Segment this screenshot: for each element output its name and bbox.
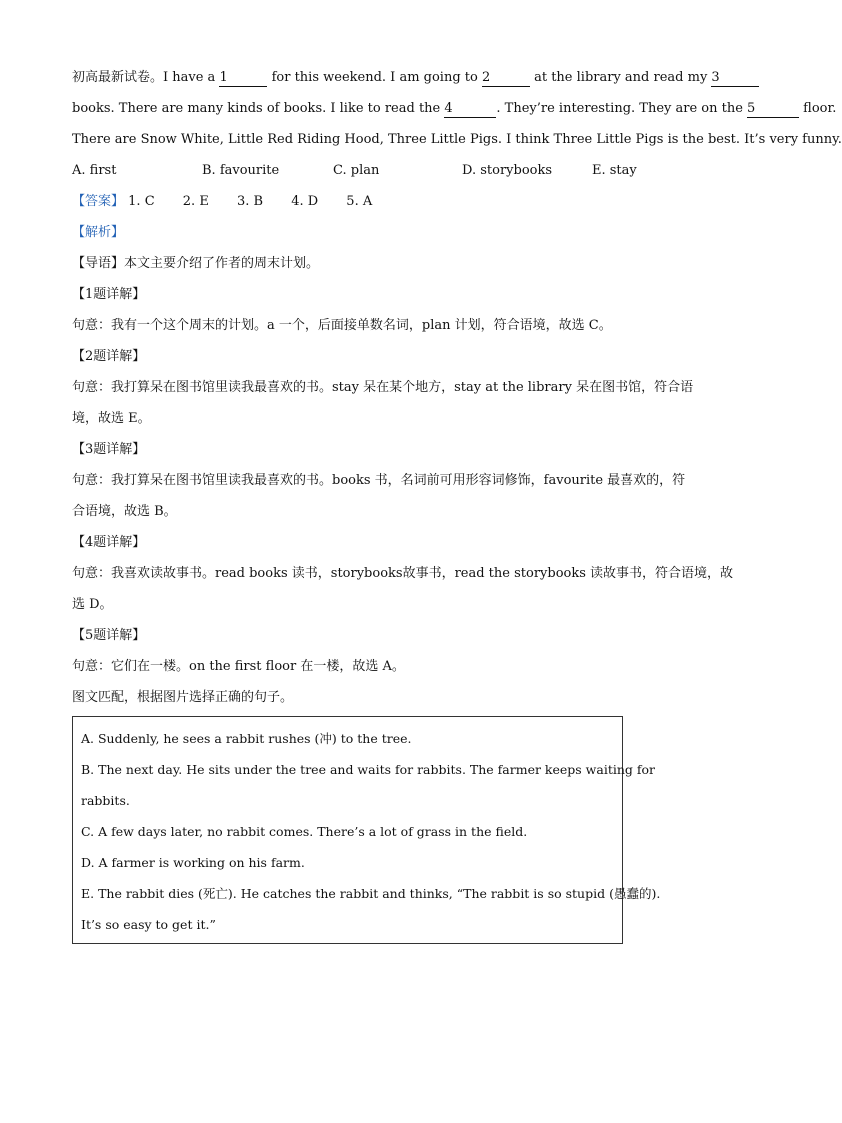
- detail-title: 【4题详解】: [72, 535, 146, 550]
- passage-line: books. There are many kinds of books. I like to read the 4 . They’re interesting. They are on the 5 floor.: [72, 101, 837, 116]
- analysis-label: 【解析】: [72, 225, 125, 240]
- sentence-e: E. The rabbit dies (死亡). He catches the rabbit and thinks, “The rabbit is so stupid (愚蠢的).: [81, 886, 661, 901]
- blank-3: 3: [711, 70, 759, 87]
- cloze-passage: [72, 62, 842, 155]
- option: C. plan: [333, 163, 380, 178]
- detail-text: 句意：我有一个这个周末的计划。a 一个，后面接单数名词，plan 计划，符合语境，故选 C。: [72, 318, 612, 333]
- passage-line: There are Snow White, Little Red Riding Hood, Three Little Pigs. I think Three Little Pigs is the best. It’s very funny.: [72, 132, 842, 147]
- answer-item: 2. E: [182, 194, 209, 209]
- detail-text: 句意：我打算呆在图书馆里读我最喜欢的书。books 书，名词前可用形容词修饰，favourite 最喜欢的，符: [72, 473, 686, 488]
- blank-4: 4: [444, 101, 496, 118]
- task-title: 图文匹配，根据图片选择正确的句子。: [72, 690, 294, 705]
- answer-line: [72, 186, 722, 217]
- detail-title: 【3题详解】: [72, 442, 146, 457]
- answer-label: 【答案】: [72, 194, 125, 209]
- sentence-b: B. The next day. He sits under the tree and waits for rabbits. The farmer keeps waiting for: [81, 762, 655, 777]
- sentence-c: C. A few days later, no rabbit comes. There’s a lot of grass in the field.: [81, 824, 528, 839]
- answer-item: 4. D: [291, 194, 319, 209]
- detail-text: 句意：我打算呆在图书馆里读我最喜欢的书。stay 呆在某个地方，stay at the library 呆在图书馆，符合语: [72, 380, 694, 395]
- option: B. favourite: [202, 163, 280, 178]
- sentence-b-cont: rabbits.: [81, 793, 130, 808]
- detail-text: 选 D。: [72, 597, 113, 612]
- detail-text: 句意：它们在一楼。on the first floor 在一楼，故选 A。: [72, 659, 405, 674]
- blank-5: 5: [747, 101, 799, 118]
- answer-item: 3. B: [236, 194, 264, 209]
- sentence-d: D. A farmer is working on his farm.: [81, 855, 305, 870]
- guide-text: 本文主要介绍了作者的周末计划。: [124, 256, 320, 271]
- answer-item: 1. C: [128, 194, 155, 209]
- detail-text: 句意：我喜欢读故事书。read books 读书，storybooks故事书，read the storybooks 读故事书，符合语境，故: [72, 566, 734, 581]
- sentence-a: A. Suddenly, he sees a rabbit rushes (冲) to the tree.: [81, 731, 412, 746]
- blank-2: 2: [482, 70, 530, 87]
- detail-title: 【1题详解】: [72, 287, 146, 302]
- guide-label: 【导语】: [72, 256, 125, 271]
- options-row: [72, 155, 722, 186]
- sentence-e-cont: It’s so easy to get it.”: [81, 917, 216, 932]
- sentence-box: [72, 716, 661, 944]
- answer-item: 5. A: [346, 194, 373, 209]
- detail-title: 【5题详解】: [72, 628, 146, 643]
- option: D. storybooks: [462, 163, 553, 178]
- option: E. stay: [592, 163, 637, 178]
- detail-text: 合语境，故选 B。: [72, 504, 177, 519]
- passage-line: 初高最新试卷。I have a 1 for this weekend. I am going to 2 at the library and read my 3: [72, 62, 722, 93]
- detail-text: 境，故选 E。: [72, 411, 151, 426]
- blank-1: 1: [219, 70, 267, 87]
- document-page: [72, 62, 842, 713]
- detail-title: 【2题详解】: [72, 349, 146, 364]
- option: A. first: [72, 163, 117, 178]
- guide-line: [72, 248, 722, 279]
